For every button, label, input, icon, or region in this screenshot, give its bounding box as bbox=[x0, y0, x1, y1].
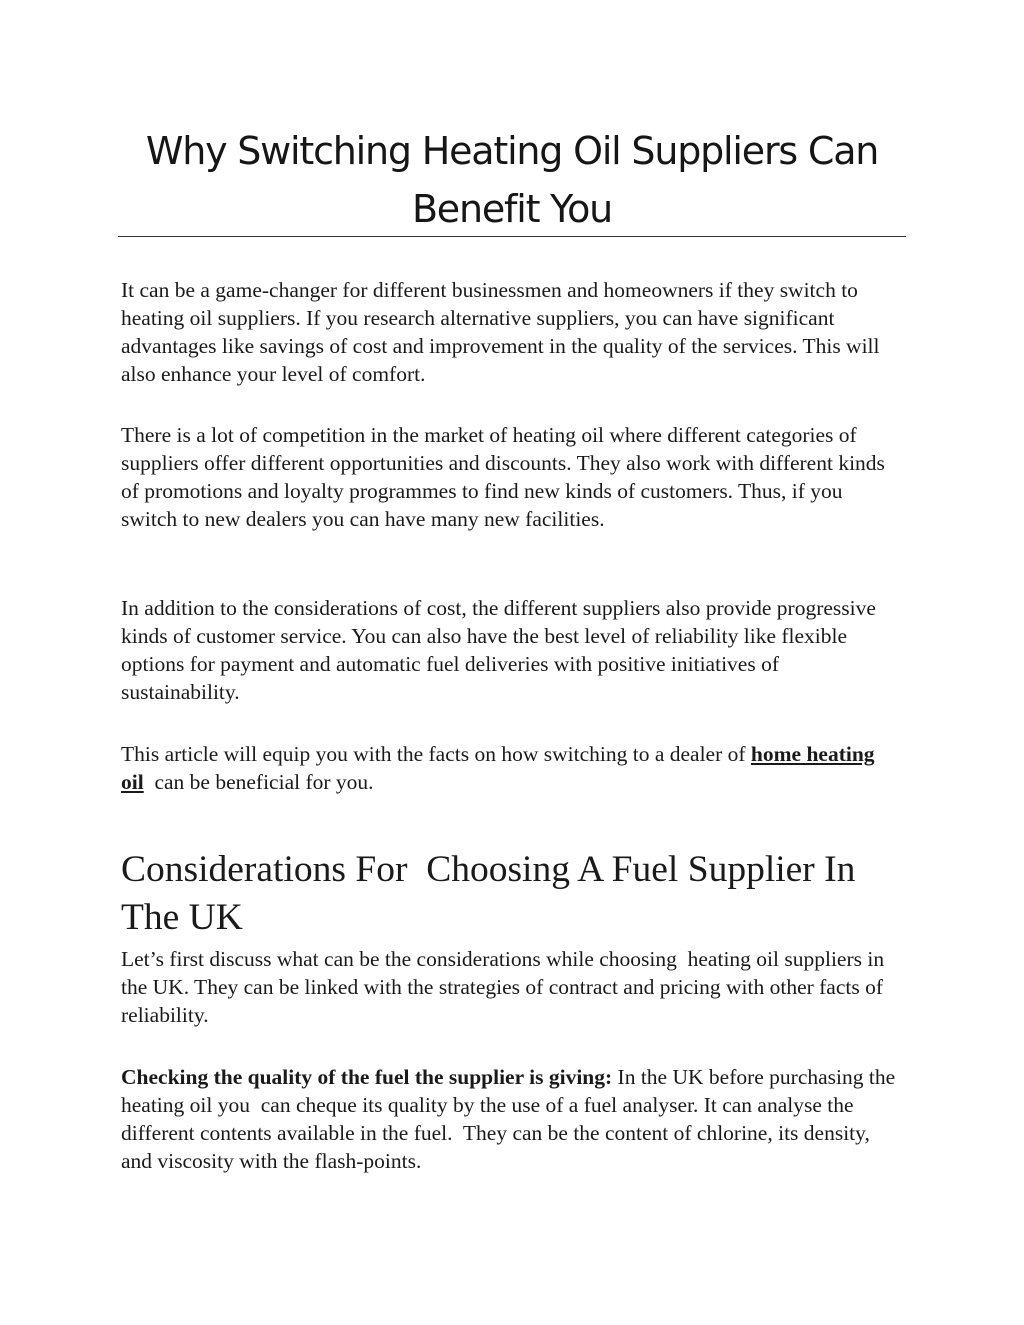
intro-paragraph-1: It can be a game-changer for different businessmen and homeowners if they switch to heating oil suppliers. If you research alternative suppliers, you can have significant advantages like savings of cost and improvement in the quality of the services. This will also enhance your level of comfort. bbox=[121, 278, 880, 386]
quality-check-text: In the UK before purchasing the heating oil you can cheque its quality by the use of a fuel analyser. It can analyse the different contents available in the fuel. They can be the content of chlorine, its density, and viscosity with the flash-points. bbox=[121, 1065, 901, 1173]
intro-paragraph-4 bbox=[121, 740, 901, 796]
intro-paragraph-4-lead: This article will equip you with the facts on how switching to a dealer of bbox=[121, 742, 751, 766]
section-heading: Considerations For Choosing A Fuel Supplier In The UK bbox=[121, 849, 865, 938]
section-paragraph-2 bbox=[121, 1063, 901, 1175]
quality-check-label: Checking the quality of the fuel the supplier is giving: bbox=[121, 1065, 613, 1089]
intro-paragraph-4-tail: can be beneficial for you. bbox=[143, 770, 374, 794]
document-title: Why Switching Heating Oil Suppliers Can Benefit You bbox=[145, 129, 879, 231]
intro-paragraph-2: There is a lot of competition in the market of heating oil where different categories of suppliers offer different opportunities and discounts. They also work with different kinds of promotions and loyalty programmes to find new kinds of customers. Thus, if you switch to new dealers you can have many new facilities. bbox=[121, 423, 885, 531]
home-heating-oil-link[interactable]: home heating oil bbox=[121, 742, 875, 794]
intro-paragraph-3: In addition to the considerations of cost, the different suppliers also provide progressive kinds of customer service. You can also have the best level of reliability like flexible options for payment and automatic fuel deliveries with positive initiatives of sustainability. bbox=[121, 596, 876, 704]
title-divider bbox=[118, 236, 906, 237]
section-paragraph-1: Let’s first discuss what can be the considerations while choosing heating oil suppliers in the UK. They can be linked with the strategies of contract and pricing with other facts of reliability. bbox=[121, 947, 890, 1027]
